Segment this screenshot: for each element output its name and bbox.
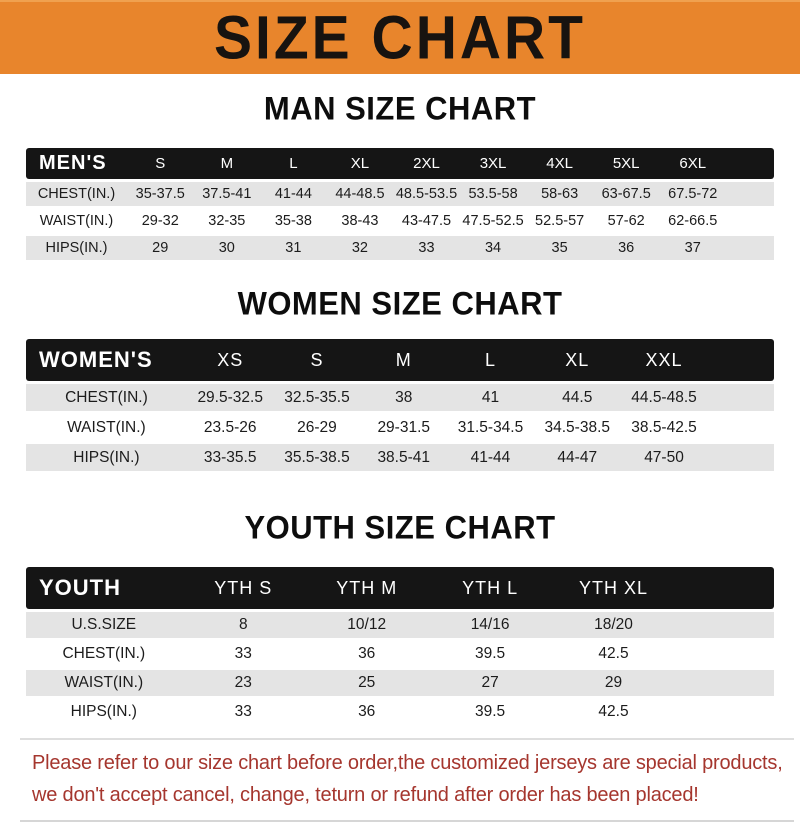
spacer-cell <box>675 670 774 696</box>
cell-value: 29 <box>552 670 675 696</box>
row-label: U.S.SIZE <box>26 612 182 638</box>
cell-value: 34 <box>460 236 527 260</box>
cell-value: 35-37.5 <box>127 182 194 206</box>
cell-value: 39.5 <box>428 641 551 667</box>
size-col-header: L <box>447 339 534 381</box>
women-size-table <box>26 336 774 474</box>
size-col-header: 5XL <box>593 148 660 179</box>
size-col-header: XS <box>187 339 274 381</box>
size-col-header: 2XL <box>393 148 460 179</box>
cell-value: 41 <box>447 384 534 411</box>
women-header-bar <box>26 339 774 381</box>
cell-value: 44.5-48.5 <box>621 384 708 411</box>
cell-value: 35.5-38.5 <box>274 444 361 471</box>
cell-value: 38-43 <box>327 209 394 233</box>
cell-value: 36 <box>305 641 428 667</box>
cell-value: 42.5 <box>552 641 675 667</box>
cell-value: 47-50 <box>621 444 708 471</box>
cell-value: 18/20 <box>552 612 675 638</box>
cell-value: 29-31.5 <box>360 414 447 441</box>
cell-value: 62-66.5 <box>659 209 726 233</box>
cell-value: 38 <box>360 384 447 411</box>
cell-value: 52.5-57 <box>526 209 593 233</box>
cell-value: 29 <box>127 236 194 260</box>
cell-value: 26-29 <box>274 414 361 441</box>
row-label: WAIST(IN.) <box>26 209 127 233</box>
cell-value: 41-44 <box>447 444 534 471</box>
spacer-cell <box>726 148 774 179</box>
cell-value: 32.5-35.5 <box>274 384 361 411</box>
youth-section-heading: YOUTH SIZE CHART <box>244 509 556 546</box>
cell-value: 67.5-72 <box>659 182 726 206</box>
banner-title: SIZE CHART <box>214 3 586 73</box>
cell-value: 32 <box>327 236 394 260</box>
table-row <box>26 641 774 667</box>
size-col-header: XXL <box>621 339 708 381</box>
cell-value: 8 <box>182 612 305 638</box>
cell-value: 31.5-34.5 <box>447 414 534 441</box>
spacer-cell <box>675 612 774 638</box>
cell-value: 47.5-52.5 <box>460 209 527 233</box>
cell-value: 35 <box>526 236 593 260</box>
cell-value: 36 <box>305 699 428 725</box>
cell-value: 23.5-26 <box>187 414 274 441</box>
cell-value: 37 <box>659 236 726 260</box>
cell-value: 30 <box>194 236 261 260</box>
men-header-bar <box>26 148 774 179</box>
cell-value: 48.5-53.5 <box>393 182 460 206</box>
cell-value: 38.5-42.5 <box>621 414 708 441</box>
cell-value: 35-38 <box>260 209 327 233</box>
table-row <box>26 612 774 638</box>
cell-value: 41-44 <box>260 182 327 206</box>
cell-value: 33 <box>393 236 460 260</box>
youth-header-label: YOUTH <box>26 567 182 609</box>
row-label: WAIST(IN.) <box>26 414 187 441</box>
cell-value: 33 <box>182 641 305 667</box>
cell-value: 36 <box>593 236 660 260</box>
cell-value: 39.5 <box>428 699 551 725</box>
table-row <box>26 209 774 233</box>
spacer-cell <box>707 414 774 441</box>
women-section-heading: WOMEN SIZE CHART <box>237 285 563 322</box>
cell-value: 57-62 <box>593 209 660 233</box>
spacer-cell <box>707 384 774 411</box>
youth-size-table <box>26 564 774 728</box>
table-row <box>26 444 774 471</box>
cell-value: 53.5-58 <box>460 182 527 206</box>
row-label: WAIST(IN.) <box>26 670 182 696</box>
size-col-header: S <box>274 339 361 381</box>
men-header-label: MEN'S <box>26 148 127 179</box>
cell-value: 33-35.5 <box>187 444 274 471</box>
cell-value: 31 <box>260 236 327 260</box>
cell-value: 44-48.5 <box>327 182 394 206</box>
size-col-header: YTH XL <box>552 567 675 609</box>
cell-value: 43-47.5 <box>393 209 460 233</box>
cell-value: 44.5 <box>534 384 621 411</box>
size-col-header: 4XL <box>526 148 593 179</box>
cell-value: 63-67.5 <box>593 182 660 206</box>
banner <box>0 0 800 74</box>
table-row <box>26 182 774 206</box>
cell-value: 58-63 <box>526 182 593 206</box>
size-col-header: 6XL <box>659 148 726 179</box>
youth-header-bar <box>26 567 774 609</box>
spacer-cell <box>726 182 774 206</box>
row-label: CHEST(IN.) <box>26 182 127 206</box>
men-size-table <box>26 145 774 263</box>
cell-value: 38.5-41 <box>360 444 447 471</box>
table-row <box>26 699 774 725</box>
cell-value: 10/12 <box>305 612 428 638</box>
cell-value: 25 <box>305 670 428 696</box>
size-col-header: YTH S <box>182 567 305 609</box>
table-row <box>26 670 774 696</box>
footer-note-line1: Please refer to our size chart before order,the customized jerseys are special products, <box>32 752 783 774</box>
man-section-heading: MAN SIZE CHART <box>263 90 537 127</box>
spacer-cell <box>726 236 774 260</box>
size-col-header: YTH M <box>305 567 428 609</box>
cell-value: 32-35 <box>194 209 261 233</box>
spacer-cell <box>707 339 774 381</box>
spacer-cell <box>675 567 774 609</box>
row-label: HIPS(IN.) <box>26 699 182 725</box>
cell-value: 33 <box>182 699 305 725</box>
cell-value: 44-47 <box>534 444 621 471</box>
table-row <box>26 236 774 260</box>
cell-value: 34.5-38.5 <box>534 414 621 441</box>
footer-note <box>20 738 794 822</box>
row-label: HIPS(IN.) <box>26 444 187 471</box>
spacer-cell <box>726 209 774 233</box>
row-label: CHEST(IN.) <box>26 384 187 411</box>
cell-value: 27 <box>428 670 551 696</box>
cell-value: 29.5-32.5 <box>187 384 274 411</box>
spacer-cell <box>675 699 774 725</box>
spacer-cell <box>707 444 774 471</box>
women-header-label: WOMEN'S <box>26 339 187 381</box>
size-col-header: 3XL <box>460 148 527 179</box>
cell-value: 37.5-41 <box>194 182 261 206</box>
cell-value: 29-32 <box>127 209 194 233</box>
size-col-header: YTH L <box>428 567 551 609</box>
row-label: HIPS(IN.) <box>26 236 127 260</box>
table-row <box>26 384 774 411</box>
table-row <box>26 414 774 441</box>
size-col-header: L <box>260 148 327 179</box>
size-col-header: M <box>194 148 261 179</box>
footer-note-line2: we don't accept cancel, change, teturn or refund after order has been placed! <box>32 784 699 806</box>
cell-value: 14/16 <box>428 612 551 638</box>
size-col-header: XL <box>327 148 394 179</box>
spacer-cell <box>675 641 774 667</box>
size-col-header: XL <box>534 339 621 381</box>
cell-value: 42.5 <box>552 699 675 725</box>
row-label: CHEST(IN.) <box>26 641 182 667</box>
size-col-header: M <box>360 339 447 381</box>
size-col-header: S <box>127 148 194 179</box>
cell-value: 23 <box>182 670 305 696</box>
